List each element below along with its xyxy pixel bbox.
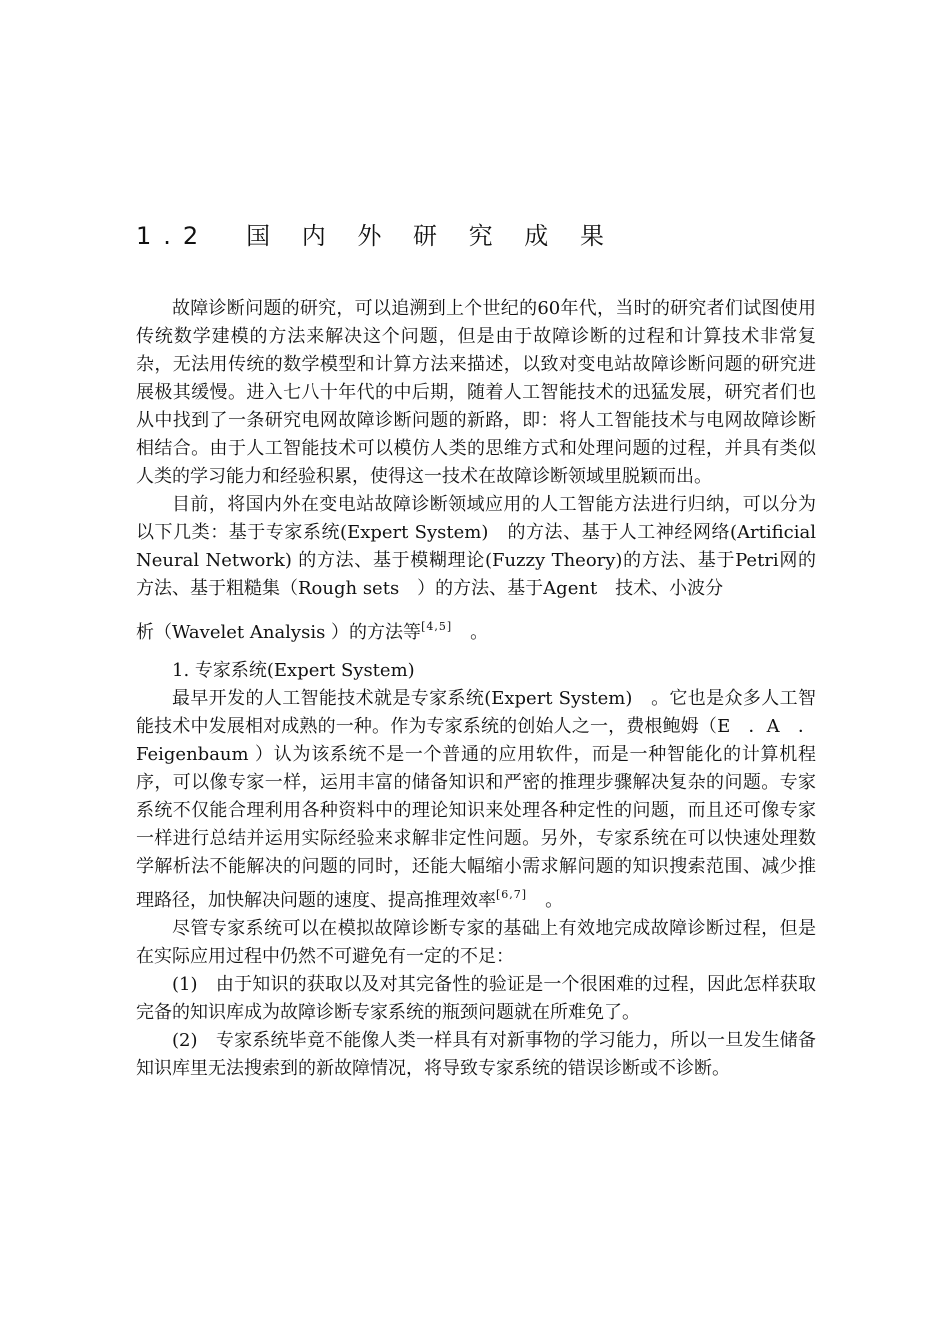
subheading-expert-system: 1. 专家系统(Expert System) [172,660,415,681]
paragraph-methods-main: 目前，将国内外在变电站故障诊断领域应用的人工智能方法进行归纳，可以分为以下几类：基于专家系统(Expert System) 的方法、基于人工神经网络(Artificial Neural Network) 的方法、基于模糊理论(Fuzzy Theory)的方法、基于Petri网的方法、基于粗糙集（Rough sets ）的方法、基于Agent 技术、小波分 [136,494,816,599]
body-text [136,295,816,1083]
expert-system-end: 。 [527,890,564,911]
paragraph-limitations: 尽管专家系统可以在模拟故障诊断专家的基础上有效地完成故障诊断过程，但是在实际应用过程中仍然不可避免有一定的不足： [136,918,816,967]
citation-4-5: [4,5] [421,620,453,633]
paragraph-expert-system [136,685,816,915]
paragraph-limitation-2: (2) 专家系统毕竟不能像人类一样具有对新事物的学习能力，所以一旦发生储备知识库里无法搜索到的新故障情况，将导致专家系统的错误诊断或不诊断。 [136,1030,816,1079]
methods-tail-text: 析（Wavelet Analysis ）的方法等 [136,622,422,643]
methods-tail-end: 。 [452,622,489,643]
section-heading: 1.2 国 内 外 研 究 成 果 [136,222,616,250]
expert-system-text: 最早开发的人工智能技术就是专家系统(Expert System) 。它也是众多人工智能技术中发展相对成熟的一种。作为专家系统的创始人之一，费根鲍姆（E ．A ．Feigenbaum ）认为该系统不是一个普通的应用软件，而是一种智能化的计算机程序，可以像专家一样，运用丰富的储备知识和严密的推理步骤解决复杂的问题。专家系统不仅能合理利用各种资料中的理论知识来处理各种定性的问题，而且还可像专家一样进行总结并运用实际经验来求解非定性问题。另外，专家系统在可以快速处理数学解析法不能解决的问题的同时，还能大幅缩小需求解问题的知识搜索范围、减少推理路径，加快解决问题的速度、提高推理效率 [136,688,816,911]
paragraph-history: 故障诊断问题的研究，可以追溯到上个世纪的60年代，当时的研究者们试图使用传统数学建模的方法来解决这个问题，但是由于故障诊断的过程和计算技术非常复杂，无法用传统的数学模型和计算方法来描述，以致对变电站故障诊断问题的研究进展极其缓慢。进入七八十年代的中后期，随着人工智能技术的迅猛发展，研究者们也从中找到了一条研究电网故障诊断问题的新路，即：将人工智能技术与电网故障诊断相结合。由于人工智能技术可以模仿人类的思维方式和处理问题的过程，并具有类似人类的学习能力和经验积累，使得这一技术在故障诊断领域里脱颖而出。 [136,298,816,487]
paragraph-limitation-1: (1) 由于知识的获取以及对其完备性的验证是一个很困难的过程，因此怎样获取完备的知识库成为故障诊断专家系统的瓶颈问题就在所难免了。 [136,974,816,1023]
paragraph-methods [136,491,816,603]
citation-6-7: [6,7] [496,888,528,901]
paragraph-methods-tail [136,603,816,657]
